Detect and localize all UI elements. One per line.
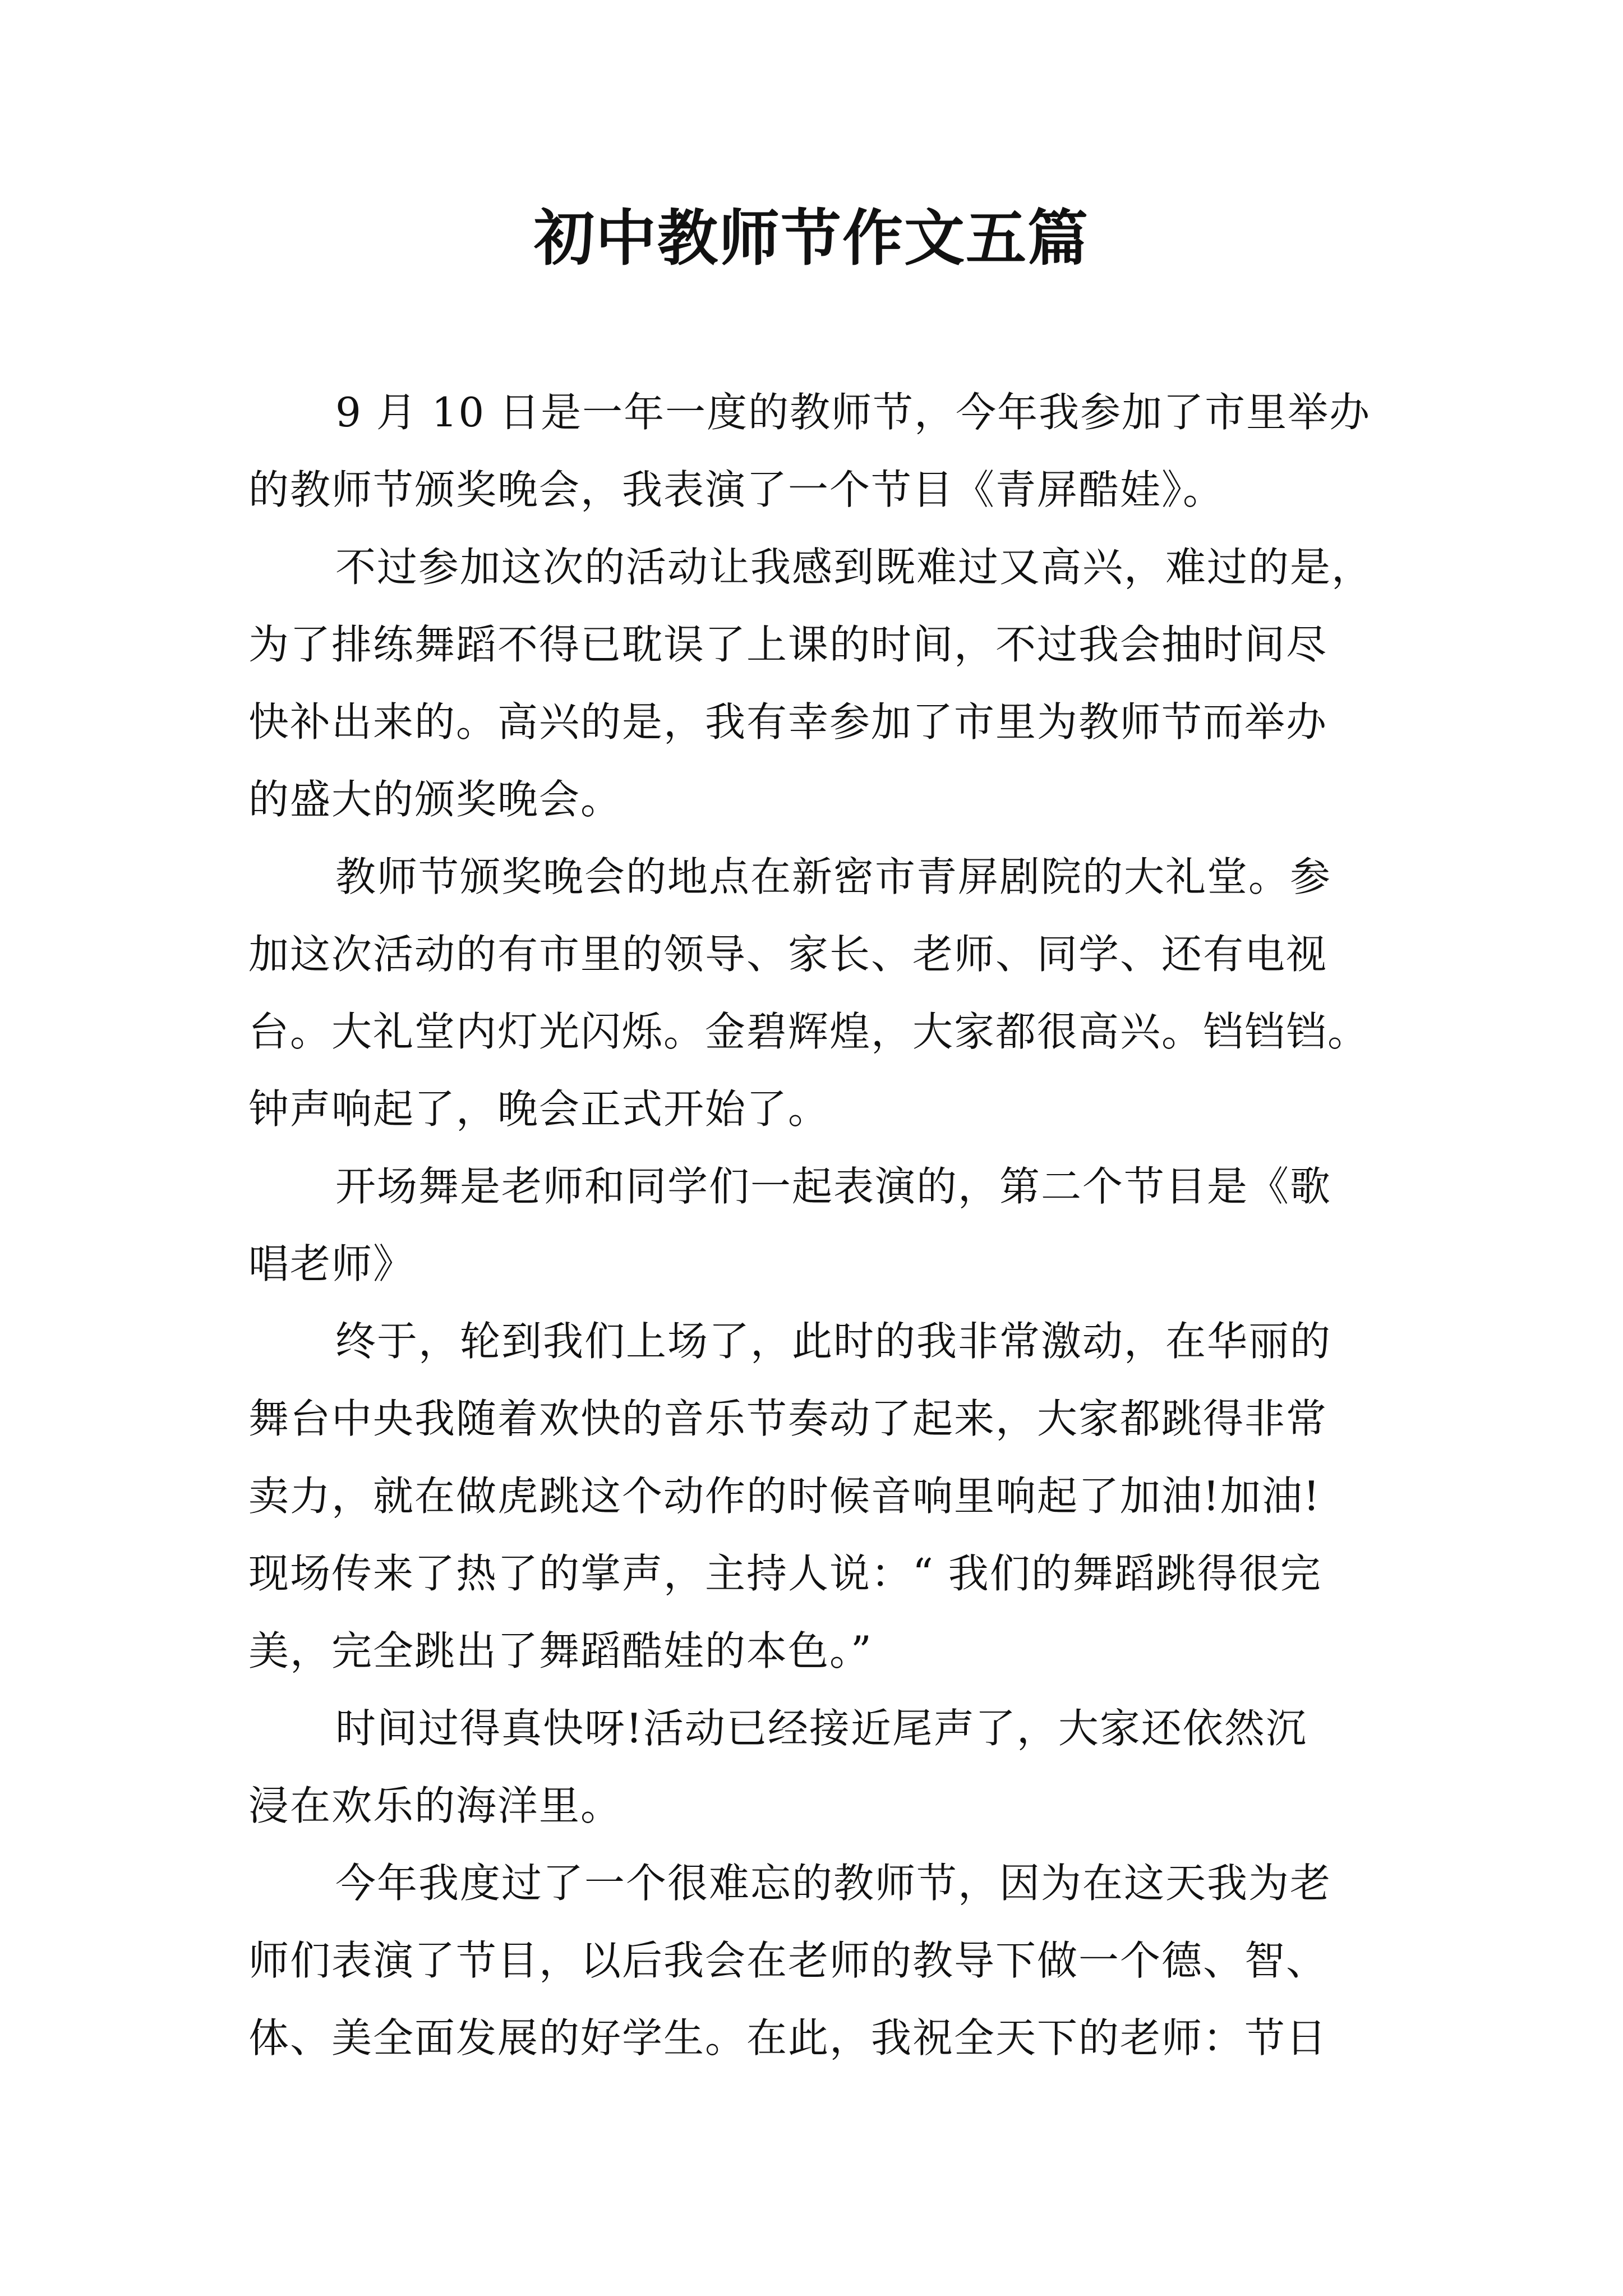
paragraph-line: 钟声响起了，晚会正式开始了。 xyxy=(248,1085,830,1133)
paragraph-line: 9 月 10 日是一年一度的教师节，今年我参加了市里举办 xyxy=(335,389,1371,436)
paragraph-line: 今年我度过了一个很难忘的教师节，因为在这天我为老 xyxy=(335,1860,1332,1907)
paragraph-line: 教师节颁奖晚会的地点在新密市青屏剧院的大礼堂。参 xyxy=(335,853,1332,900)
paragraph-line: 体、美全面发展的好学生。在此，我祝全天下的老师：节日 xyxy=(248,2014,1328,2062)
paragraph-line: 唱老师》 xyxy=(248,1240,415,1287)
essay-body xyxy=(248,374,1387,2077)
paragraph-line: 卖力，就在做虎跳这个动作的时候音响里响起了加油!加油! xyxy=(248,1473,1321,1520)
paragraph-line: 为了排练舞蹈不得已耽误了上课的时间，不过我会抽时间尽 xyxy=(248,621,1328,668)
paragraph-line: 师们表演了节目，以后我会在老师的教导下做一个德、智、 xyxy=(248,1937,1328,1984)
paragraph-line: 台。大礼堂内灯光闪烁。金碧辉煌，大家都很高兴。铛铛铛。 xyxy=(248,1008,1370,1055)
paragraph-line: 终于，轮到我们上场了，此时的我非常激动，在华丽的 xyxy=(335,1318,1332,1365)
paragraph-line: 舞台中央我随着欢快的音乐节奏动了起来，大家都跳得非常 xyxy=(248,1395,1328,1442)
document-title: 初中教师节作文五篇 xyxy=(533,203,1089,274)
paragraph-line: 的教师节颁奖晚会，我表演了一个节目《青屏酷娃》。 xyxy=(248,466,1225,513)
paragraph-line: 开场舞是老师和同学们一起表演的，第二个节目是《歌 xyxy=(335,1163,1332,1210)
paragraph-line: 浸在欢乐的海洋里。 xyxy=(248,1782,623,1829)
paragraph-line: 不过参加这次的活动让我感到既难过又高兴，难过的是， xyxy=(335,544,1373,591)
paragraph-line: 现场传来了热了的掌声，主持人说：“ 我们的舞蹈跳得很完 xyxy=(248,1550,1322,1597)
paragraph-line: 快补出来的。高兴的是，我有幸参加了市里为教师节而举办 xyxy=(248,698,1328,746)
paragraph-line: 加这次活动的有市里的领导、家长、老师、同学、还有电视 xyxy=(248,931,1328,978)
paragraph-line: 时间过得真快呀!活动已经接近尾声了，大家还依然沉 xyxy=(335,1705,1307,1752)
paragraph-line: 的盛大的颁奖晚会。 xyxy=(248,776,623,823)
paragraph-line: 美，完全跳出了舞蹈酷娃的本色。” xyxy=(248,1627,873,1674)
